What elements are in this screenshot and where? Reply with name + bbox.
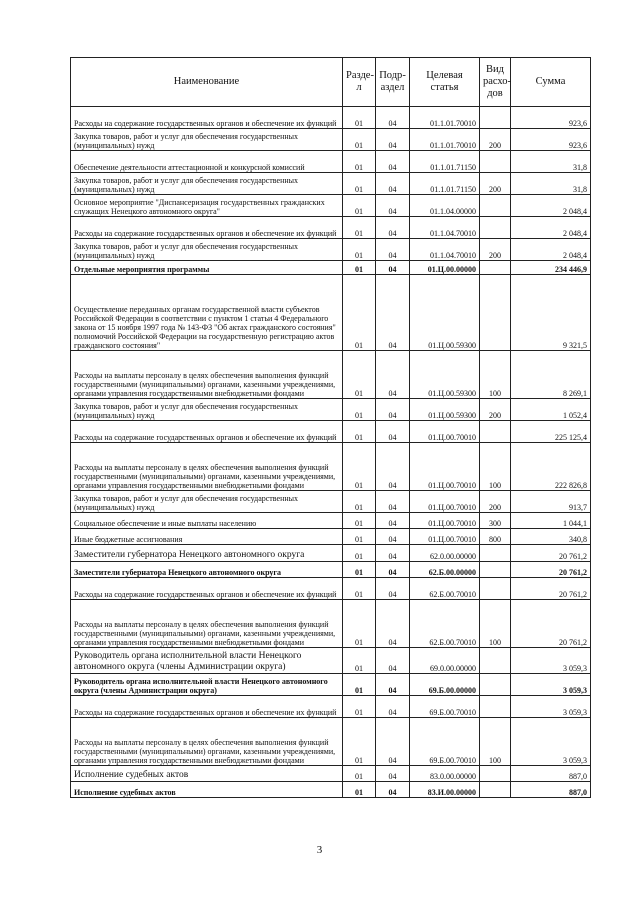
table-row xyxy=(71,239,591,261)
row-podrazdel: 04 xyxy=(376,421,410,443)
row-podrazdel: 04 xyxy=(376,545,410,562)
row-sum: 20 761,2 xyxy=(511,545,591,562)
row-vid xyxy=(480,107,511,129)
table-row xyxy=(71,275,591,351)
row-podrazdel: 04 xyxy=(376,766,410,782)
row-sum: 225 125,4 xyxy=(511,421,591,443)
header-razdel: Раздел xyxy=(343,58,376,107)
row-target: 62.0.00.00000 xyxy=(410,545,480,562)
table-header xyxy=(71,58,591,107)
row-podrazdel: 04 xyxy=(376,275,410,351)
row-name: Заместители губернатора Ненецкого автономного округа xyxy=(71,562,343,578)
row-razdel: 01 xyxy=(343,766,376,782)
row-podrazdel: 04 xyxy=(376,107,410,129)
row-vid xyxy=(480,261,511,275)
table-row xyxy=(71,195,591,217)
row-vid: 100 xyxy=(480,600,511,648)
row-name: Закупка товаров, работ и услуг для обеспечения государственных (муниципальных) нужд xyxy=(71,173,343,195)
row-name: Закупка товаров, работ и услуг для обеспечения государственных (муниципальных) нужд xyxy=(71,239,343,261)
row-podrazdel: 04 xyxy=(376,529,410,545)
row-vid xyxy=(480,421,511,443)
row-name: Иные бюджетные ассигнования xyxy=(71,529,343,545)
row-sum: 2 048,4 xyxy=(511,217,591,239)
row-razdel: 01 xyxy=(343,562,376,578)
row-razdel: 01 xyxy=(343,399,376,421)
row-razdel: 01 xyxy=(343,173,376,195)
table-row xyxy=(71,718,591,766)
row-name: Основное мероприятие "Диспансеризация государственных гражданских служащих Ненецкого автономного округа" xyxy=(71,195,343,217)
row-podrazdel: 04 xyxy=(376,217,410,239)
row-vid: 200 xyxy=(480,129,511,151)
row-sum: 8 269,1 xyxy=(511,351,591,399)
row-podrazdel: 04 xyxy=(376,696,410,718)
row-vid xyxy=(480,578,511,600)
row-razdel: 01 xyxy=(343,107,376,129)
row-name: Руководитель органа исполнительной власти Ненецкого автономного округа (члены Администрации округа) xyxy=(71,648,343,674)
table-row xyxy=(71,261,591,275)
table-row xyxy=(71,217,591,239)
row-razdel: 01 xyxy=(343,529,376,545)
row-name: Расходы на содержание государственных органов и обеспечение их функций xyxy=(71,107,343,129)
row-podrazdel: 04 xyxy=(376,513,410,529)
row-vid xyxy=(480,766,511,782)
table-row xyxy=(71,173,591,195)
row-sum: 20 761,2 xyxy=(511,562,591,578)
row-razdel: 01 xyxy=(343,674,376,696)
table-row xyxy=(71,696,591,718)
row-vid xyxy=(480,782,511,798)
row-name: Социальное обеспечение и иные выплаты населению xyxy=(71,513,343,529)
table-body xyxy=(71,107,591,798)
row-sum: 234 446,9 xyxy=(511,261,591,275)
header-name: Наименование xyxy=(71,58,343,107)
table-row xyxy=(71,545,591,562)
row-vid xyxy=(480,151,511,173)
row-sum: 31,8 xyxy=(511,151,591,173)
row-vid xyxy=(480,545,511,562)
row-target: 69.Б.00.70010 xyxy=(410,696,480,718)
row-sum: 923,6 xyxy=(511,107,591,129)
row-sum: 3 059,3 xyxy=(511,696,591,718)
table-row xyxy=(71,513,591,529)
header-sum: Сумма xyxy=(511,58,591,107)
row-name: Исполнение судебных актов xyxy=(71,782,343,798)
table-row xyxy=(71,443,591,491)
table-row xyxy=(71,648,591,674)
row-podrazdel: 04 xyxy=(376,443,410,491)
row-sum: 222 826,8 xyxy=(511,443,591,491)
row-razdel: 01 xyxy=(343,421,376,443)
row-target: 83.И.00.00000 xyxy=(410,782,480,798)
row-razdel: 01 xyxy=(343,718,376,766)
row-name: Расходы на содержание государственных органов и обеспечение их функций xyxy=(71,217,343,239)
row-podrazdel: 04 xyxy=(376,399,410,421)
table-row xyxy=(71,399,591,421)
row-razdel: 01 xyxy=(343,443,376,491)
row-target: 62.Б.00.00000 xyxy=(410,562,480,578)
row-target: 62.Б.00.70010 xyxy=(410,578,480,600)
row-razdel: 01 xyxy=(343,261,376,275)
row-vid xyxy=(480,674,511,696)
row-target: 01.1.04.70010 xyxy=(410,239,480,261)
header-podrazdel: Подраздел xyxy=(376,58,410,107)
row-razdel: 01 xyxy=(343,217,376,239)
row-razdel: 01 xyxy=(343,696,376,718)
row-razdel: 01 xyxy=(343,545,376,562)
row-sum: 2 048,4 xyxy=(511,239,591,261)
row-sum: 340,8 xyxy=(511,529,591,545)
row-name: Расходы на содержание государственных органов и обеспечение их функций xyxy=(71,421,343,443)
row-podrazdel: 04 xyxy=(376,562,410,578)
row-target: 01.Ц.00.70010 xyxy=(410,421,480,443)
row-target: 01.Ц.00.70010 xyxy=(410,529,480,545)
row-name: Заместители губернатора Ненецкого автономного округа xyxy=(71,545,343,562)
row-vid: 300 xyxy=(480,513,511,529)
row-podrazdel: 04 xyxy=(376,173,410,195)
table-row xyxy=(71,421,591,443)
row-podrazdel: 04 xyxy=(376,491,410,513)
table-row xyxy=(71,562,591,578)
row-target: 01.Ц.00.70010 xyxy=(410,513,480,529)
row-razdel: 01 xyxy=(343,578,376,600)
row-target: 01.Ц.00.59300 xyxy=(410,275,480,351)
row-target: 01.Ц.00.70010 xyxy=(410,443,480,491)
table-row xyxy=(71,782,591,798)
header-vid: Вид расходов xyxy=(480,58,511,107)
row-podrazdel: 04 xyxy=(376,195,410,217)
table-row xyxy=(71,578,591,600)
row-sum: 887,0 xyxy=(511,782,591,798)
page-number: 3 xyxy=(316,844,323,856)
row-target: 62.Б.00.70010 xyxy=(410,600,480,648)
row-podrazdel: 04 xyxy=(376,578,410,600)
row-vid xyxy=(480,275,511,351)
row-vid xyxy=(480,696,511,718)
row-vid: 100 xyxy=(480,443,511,491)
row-vid xyxy=(480,217,511,239)
row-target: 69.Б.00.00000 xyxy=(410,674,480,696)
row-vid: 200 xyxy=(480,491,511,513)
row-target: 01.Ц.00.59300 xyxy=(410,399,480,421)
row-vid: 200 xyxy=(480,173,511,195)
row-sum: 31,8 xyxy=(511,173,591,195)
row-sum: 1 044,1 xyxy=(511,513,591,529)
row-razdel: 01 xyxy=(343,513,376,529)
row-target: 69.0.00.00000 xyxy=(410,648,480,674)
row-sum: 913,7 xyxy=(511,491,591,513)
row-name: Расходы на выплаты персоналу в целях обеспечения выполнения функций государственными (муниципальными) органами, казенными учреждениями, органами управления государственными внебюджетными фондами xyxy=(71,600,343,648)
budget-table xyxy=(70,57,591,798)
row-vid: 800 xyxy=(480,529,511,545)
row-vid xyxy=(480,562,511,578)
row-podrazdel: 04 xyxy=(376,261,410,275)
row-razdel: 01 xyxy=(343,151,376,173)
row-name: Обеспечение деятельности аттестационной и конкурсной комиссий xyxy=(71,151,343,173)
row-target: 01.Ц.00.59300 xyxy=(410,351,480,399)
row-sum: 923,6 xyxy=(511,129,591,151)
row-name: Расходы на выплаты персоналу в целях обеспечения выполнения функций государственными (муниципальными) органами, казенными учреждениями, органами управления государственными внебюджетными фондами xyxy=(71,718,343,766)
row-target: 83.0.00.00000 xyxy=(410,766,480,782)
row-sum: 1 052,4 xyxy=(511,399,591,421)
row-name: Расходы на содержание государственных органов и обеспечение их функций xyxy=(71,696,343,718)
row-vid: 100 xyxy=(480,718,511,766)
row-sum: 3 059,3 xyxy=(511,648,591,674)
row-podrazdel: 04 xyxy=(376,718,410,766)
row-target: 01.1.04.70010 xyxy=(410,217,480,239)
row-sum: 887,0 xyxy=(511,766,591,782)
row-podrazdel: 04 xyxy=(376,129,410,151)
row-name: Отдельные мероприятия программы xyxy=(71,261,343,275)
row-podrazdel: 04 xyxy=(376,648,410,674)
row-name: Закупка товаров, работ и услуг для обеспечения государственных (муниципальных) нужд xyxy=(71,491,343,513)
table-row xyxy=(71,674,591,696)
row-vid: 200 xyxy=(480,399,511,421)
row-target: 69.Б.00.70010 xyxy=(410,718,480,766)
row-sum: 20 761,2 xyxy=(511,600,591,648)
row-name: Закупка товаров, работ и услуг для обеспечения государственных (муниципальных) нужд xyxy=(71,399,343,421)
row-podrazdel: 04 xyxy=(376,239,410,261)
row-razdel: 01 xyxy=(343,600,376,648)
row-razdel: 01 xyxy=(343,129,376,151)
row-podrazdel: 04 xyxy=(376,674,410,696)
row-target: 01.1.01.70010 xyxy=(410,107,480,129)
table-row xyxy=(71,766,591,782)
row-sum: 2 048,4 xyxy=(511,195,591,217)
row-target: 01.1.01.71150 xyxy=(410,151,480,173)
row-name: Закупка товаров, работ и услуг для обеспечения государственных (муниципальных) нужд xyxy=(71,129,343,151)
row-name: Руководитель органа исполнительной власти Ненецкого автономного округа (члены Администрации округа) xyxy=(71,674,343,696)
table-row xyxy=(71,129,591,151)
row-target: 01.Ц.00.70010 xyxy=(410,491,480,513)
row-razdel: 01 xyxy=(343,195,376,217)
row-target: 01.1.01.70010 xyxy=(410,129,480,151)
row-razdel: 01 xyxy=(343,648,376,674)
row-podrazdel: 04 xyxy=(376,782,410,798)
row-name: Расходы на выплаты персоналу в целях обеспечения выполнения функций государственными (муниципальными) органами, казенными учреждениями, органами управления государственными внебюджетными фондами xyxy=(71,443,343,491)
row-razdel: 01 xyxy=(343,351,376,399)
table-row xyxy=(71,351,591,399)
row-target: 01.1.01.71150 xyxy=(410,173,480,195)
table-row xyxy=(71,107,591,129)
row-name: Расходы на выплаты персоналу в целях обеспечения выполнения функций государственными (муниципальными) органами, казенными учреждениями, органами управления государственными внебюджетными фондами xyxy=(71,351,343,399)
row-podrazdel: 04 xyxy=(376,600,410,648)
row-razdel: 01 xyxy=(343,491,376,513)
table-row xyxy=(71,600,591,648)
header-target: Целевая статья xyxy=(410,58,480,107)
row-vid: 100 xyxy=(480,351,511,399)
row-name: Расходы на содержание государственных органов и обеспечение их функций xyxy=(71,578,343,600)
row-razdel: 01 xyxy=(343,275,376,351)
row-name: Исполнение судебных актов xyxy=(71,766,343,782)
row-name: Осуществление переданных органам государственной власти субъектов Российской Федерации в соответствии с пунктом 1 статьи 4 Федерального закона от 15 ноября 1997 года № 143-ФЗ "Об актах гражданского состояния" полномочий Российской Федерации на государственную регистрацию актов гражданского состояния" xyxy=(71,275,343,351)
row-razdel: 01 xyxy=(343,239,376,261)
row-sum: 9 321,5 xyxy=(511,275,591,351)
table-row xyxy=(71,491,591,513)
row-vid xyxy=(480,195,511,217)
row-razdel: 01 xyxy=(343,782,376,798)
table-row xyxy=(71,529,591,545)
row-target: 01.Ц.00.00000 xyxy=(410,261,480,275)
row-vid xyxy=(480,648,511,674)
row-sum: 20 761,2 xyxy=(511,578,591,600)
row-target: 01.1.04.00000 xyxy=(410,195,480,217)
row-podrazdel: 04 xyxy=(376,151,410,173)
table-row xyxy=(71,151,591,173)
row-podrazdel: 04 xyxy=(376,351,410,399)
row-sum: 3 059,3 xyxy=(511,674,591,696)
row-vid: 200 xyxy=(480,239,511,261)
row-sum: 3 059,3 xyxy=(511,718,591,766)
